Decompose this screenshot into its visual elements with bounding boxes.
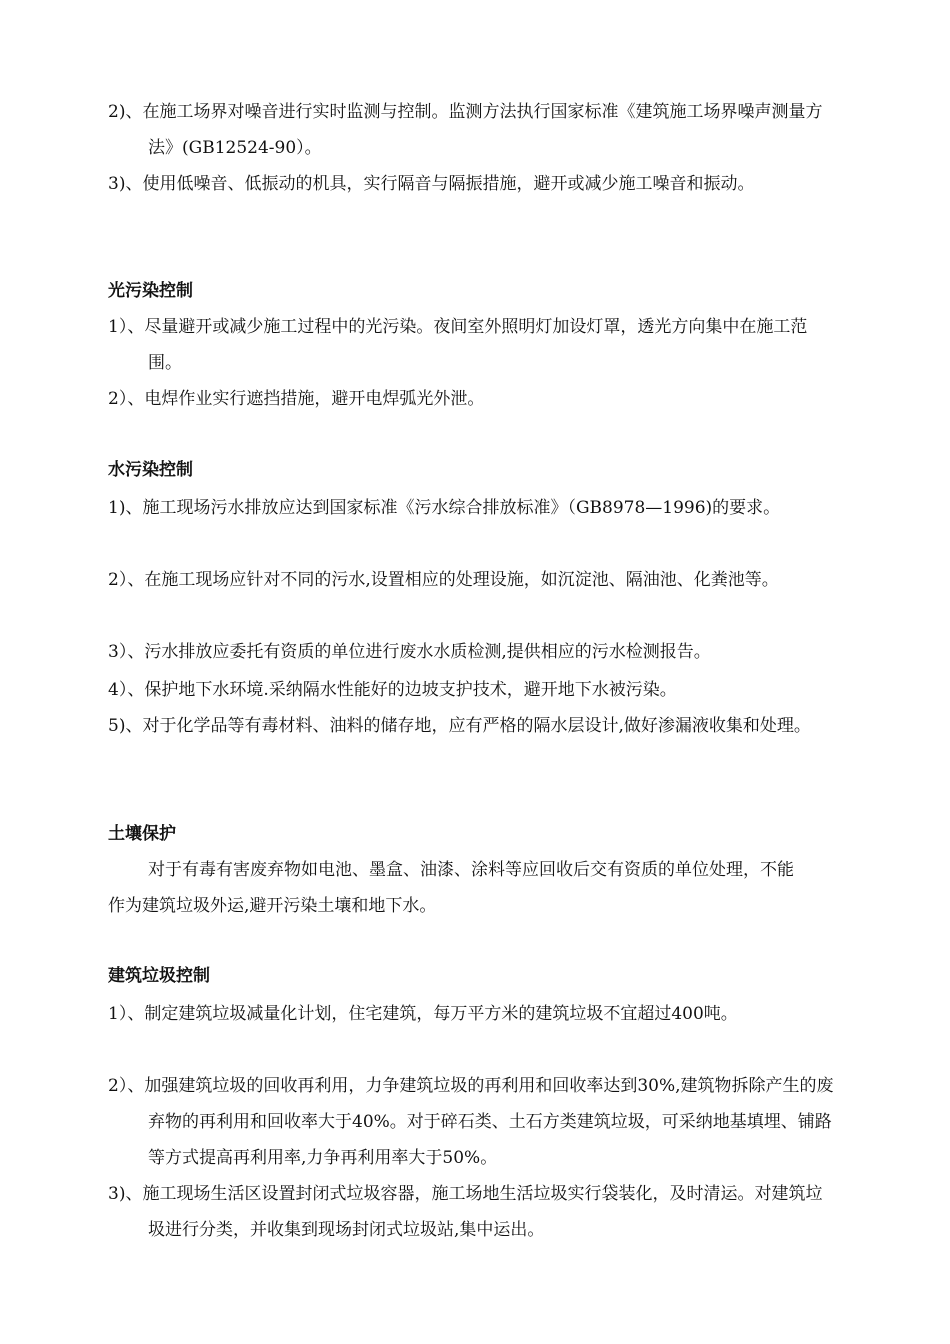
water-pollution-heading: 水污染控制 bbox=[108, 460, 193, 480]
water-item-5: 5)、对于化学品等有毒材料、油料的储存地，应有严格的隔水层设计,做好渗漏液收集和处理。 bbox=[108, 716, 811, 736]
waste-item-2: 2）、加强建筑垃圾的回收再利用，力争建筑垃圾的再利用和回收率达到30%,建筑物拆除产生的废弃物的再利用和回收率大于40%。对于碎石类、土石方类建筑垃圾，可采纳地基填埋、铺路等方式提高再利用率,力争再利用率大于50%。 bbox=[108, 1076, 834, 1168]
water-item-4: 4）、保护地下水环境.采纳隔水性能好的边坡支护技术，避开地下水被污染。 bbox=[108, 680, 677, 700]
construction-waste-heading: 建筑垃圾控制 bbox=[108, 966, 210, 986]
noise-item-2: 2)、在施工场界对噪音进行实时监测与控制。监测方法执行国家标准《建筑施工场界噪声测量方法》(GB12524-90）。 bbox=[108, 102, 823, 158]
soil-paragraph: 对于有毒有害废弃物如电池、墨盒、油漆、涂料等应回收后交有资质的单位处理，不能作为建筑垃圾外运,避开污染土壤和地下水。 bbox=[108, 860, 794, 916]
water-item-3: 3）、污水排放应委托有资质的单位进行废水水质检测,提供相应的污水检测报告。 bbox=[108, 642, 711, 662]
light-pollution-heading: 光污染控制 bbox=[108, 281, 193, 301]
water-item-1: 1)、施工现场污水排放应达到国家标准《污水综合排放标准》（GB8978—1996)的要求。 bbox=[108, 498, 781, 518]
light-item-2: 2）、电焊作业实行遮挡措施，避开电焊弧光外泄。 bbox=[108, 389, 485, 409]
waste-item-3: 3)、施工现场生活区设置封闭式垃圾容器，施工场地生活垃圾实行袋装化，及时清运。对建筑垃圾进行分类，并收集到现场封闭式垃圾站,集中运出。 bbox=[108, 1184, 823, 1240]
soil-protection-heading: 土壤保护 bbox=[108, 824, 176, 844]
noise-item-3: 3)、使用低噪音、低振动的机具，实行隔音与隔振措施，避开或减少施工噪音和振动。 bbox=[108, 174, 755, 194]
light-item-1: 1）、尽量避开或减少施工过程中的光污染。夜间室外照明灯加设灯罩，透光方向集中在施工范围。 bbox=[108, 317, 808, 373]
water-item-2: 2）、在施工现场应针对不同的污水,设置相应的处理设施，如沉淀池、隔油池、化粪池等。 bbox=[108, 570, 779, 590]
waste-item-1: 1）、制定建筑垃圾减量化计划，住宅建筑，每万平方米的建筑垃圾不宜超过400吨。 bbox=[108, 1004, 738, 1024]
